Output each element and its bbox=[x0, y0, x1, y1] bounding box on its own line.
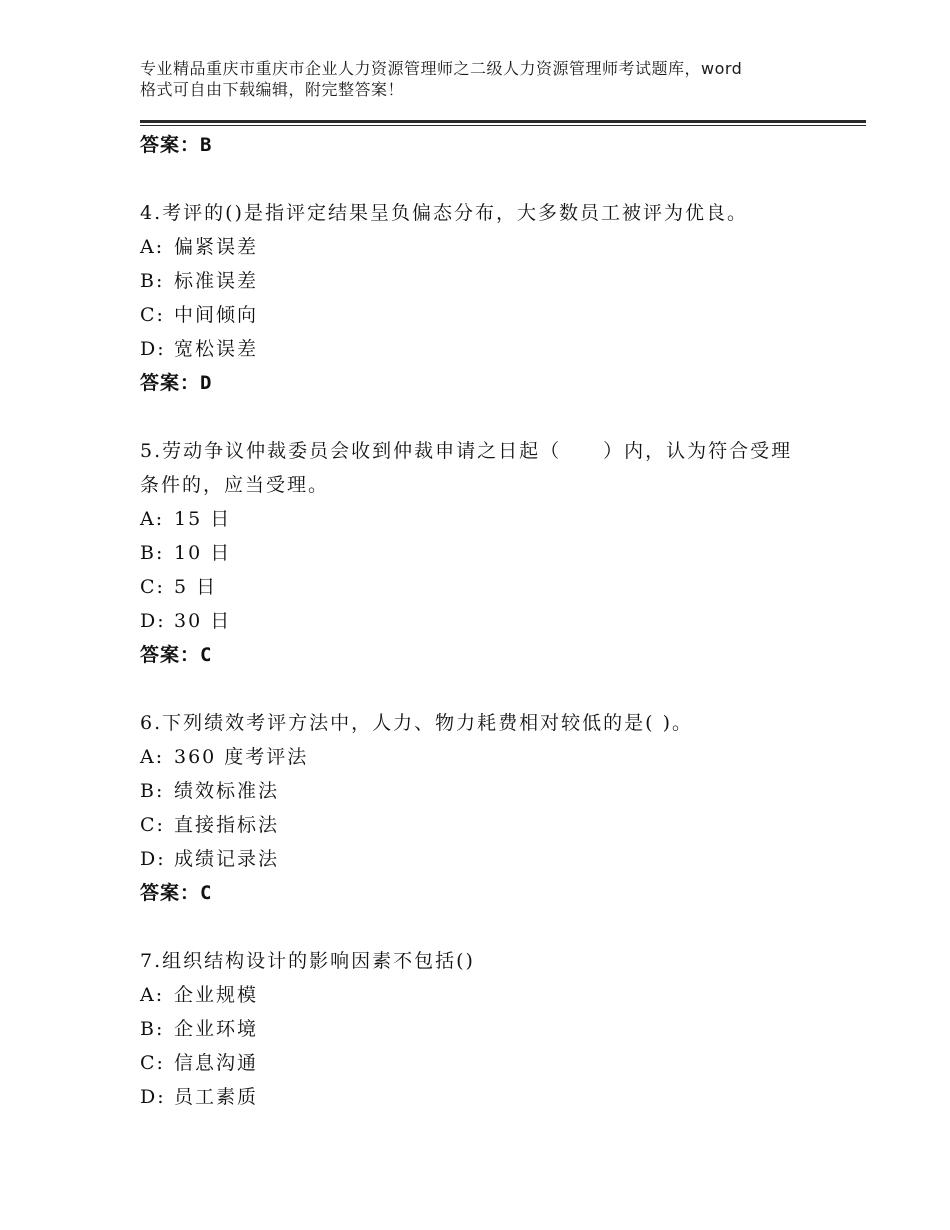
answer bbox=[140, 638, 840, 672]
question-stem: 6.下列绩效考评方法中，人力、物力耗费相对较低的是( )。 bbox=[140, 712, 693, 734]
option-text: 中间倾向 bbox=[174, 304, 259, 326]
header-divider-thin bbox=[140, 125, 866, 126]
option-text: 30 日 bbox=[174, 610, 232, 632]
answer-label: 答案： bbox=[140, 644, 201, 666]
option-b bbox=[140, 536, 840, 570]
option-letter: B: bbox=[140, 270, 165, 292]
document-header bbox=[140, 58, 840, 100]
option-text: 企业环境 bbox=[174, 1018, 259, 1040]
option-letter: B: bbox=[140, 1018, 165, 1040]
option-text: 绩效标准法 bbox=[174, 780, 280, 802]
exam-content bbox=[140, 128, 840, 1114]
answer-value: C bbox=[200, 644, 213, 666]
option-letter: C: bbox=[140, 304, 165, 326]
previous-answer bbox=[140, 128, 840, 162]
option-text: 15 日 bbox=[174, 508, 232, 530]
option-letter: D: bbox=[140, 610, 166, 632]
option-letter: A: bbox=[140, 984, 165, 1006]
option-letter: A: bbox=[140, 236, 165, 258]
header-line-1: 专业精品重庆市重庆市企业人力资源管理师之二级人力资源管理师考试题库，word bbox=[140, 59, 743, 78]
option-b bbox=[140, 774, 840, 808]
option-letter: A: bbox=[140, 746, 165, 768]
option-b bbox=[140, 264, 840, 298]
option-a bbox=[140, 740, 840, 774]
option-text: 偏紧误差 bbox=[174, 236, 259, 258]
option-a bbox=[140, 230, 840, 264]
option-text: 企业规模 bbox=[174, 984, 259, 1006]
option-a bbox=[140, 502, 840, 536]
option-d bbox=[140, 842, 840, 876]
option-text: 5 日 bbox=[174, 576, 218, 598]
option-d bbox=[140, 1080, 840, 1114]
header-divider-thick bbox=[140, 120, 866, 123]
option-letter: A: bbox=[140, 508, 165, 530]
option-text: 360 度考评法 bbox=[174, 746, 309, 768]
answer bbox=[140, 876, 840, 910]
option-c bbox=[140, 298, 840, 332]
question-6 bbox=[140, 706, 840, 910]
question-5 bbox=[140, 434, 840, 672]
option-d bbox=[140, 332, 840, 366]
answer-label: 答案： bbox=[140, 372, 201, 394]
option-text: 标准误差 bbox=[174, 270, 259, 292]
option-text: 直接指标法 bbox=[174, 814, 280, 836]
answer-label: 答案： bbox=[140, 134, 201, 156]
option-b bbox=[140, 1012, 840, 1046]
question-stem: 7.组织结构设计的影响因素不包括() bbox=[140, 950, 475, 972]
question-4 bbox=[140, 196, 840, 400]
question-stem: 5.劳动争议仲裁委员会收到仲裁申请之日起（ ）内，认为符合受理条件的，应当受理。 bbox=[140, 440, 793, 496]
question-7 bbox=[140, 944, 840, 1114]
option-letter: D: bbox=[140, 848, 166, 870]
option-letter: D: bbox=[140, 338, 166, 360]
option-d bbox=[140, 604, 840, 638]
header-line-2: 格式可自由下载编辑，附完整答案！ bbox=[140, 80, 405, 99]
option-c bbox=[140, 570, 840, 604]
option-text: 信息沟通 bbox=[174, 1052, 259, 1074]
option-letter: C: bbox=[140, 576, 165, 598]
option-a bbox=[140, 978, 840, 1012]
option-text: 成绩记录法 bbox=[174, 848, 280, 870]
option-text: 宽松误差 bbox=[174, 338, 259, 360]
answer bbox=[140, 366, 840, 400]
question-stem: 4.考评的()是指评定结果呈负偏态分布，大多数员工被评为优良。 bbox=[140, 202, 748, 224]
option-c bbox=[140, 808, 840, 842]
option-text: 员工素质 bbox=[174, 1086, 259, 1108]
option-text: 10 日 bbox=[174, 542, 232, 564]
answer-value: B bbox=[200, 134, 213, 156]
answer-value: C bbox=[200, 882, 213, 904]
option-letter: B: bbox=[140, 780, 165, 802]
option-letter: B: bbox=[140, 542, 165, 564]
option-letter: C: bbox=[140, 814, 165, 836]
option-letter: C: bbox=[140, 1052, 165, 1074]
option-c bbox=[140, 1046, 840, 1080]
answer-label: 答案： bbox=[140, 882, 201, 904]
answer-value: D bbox=[200, 372, 213, 394]
option-letter: D: bbox=[140, 1086, 166, 1108]
